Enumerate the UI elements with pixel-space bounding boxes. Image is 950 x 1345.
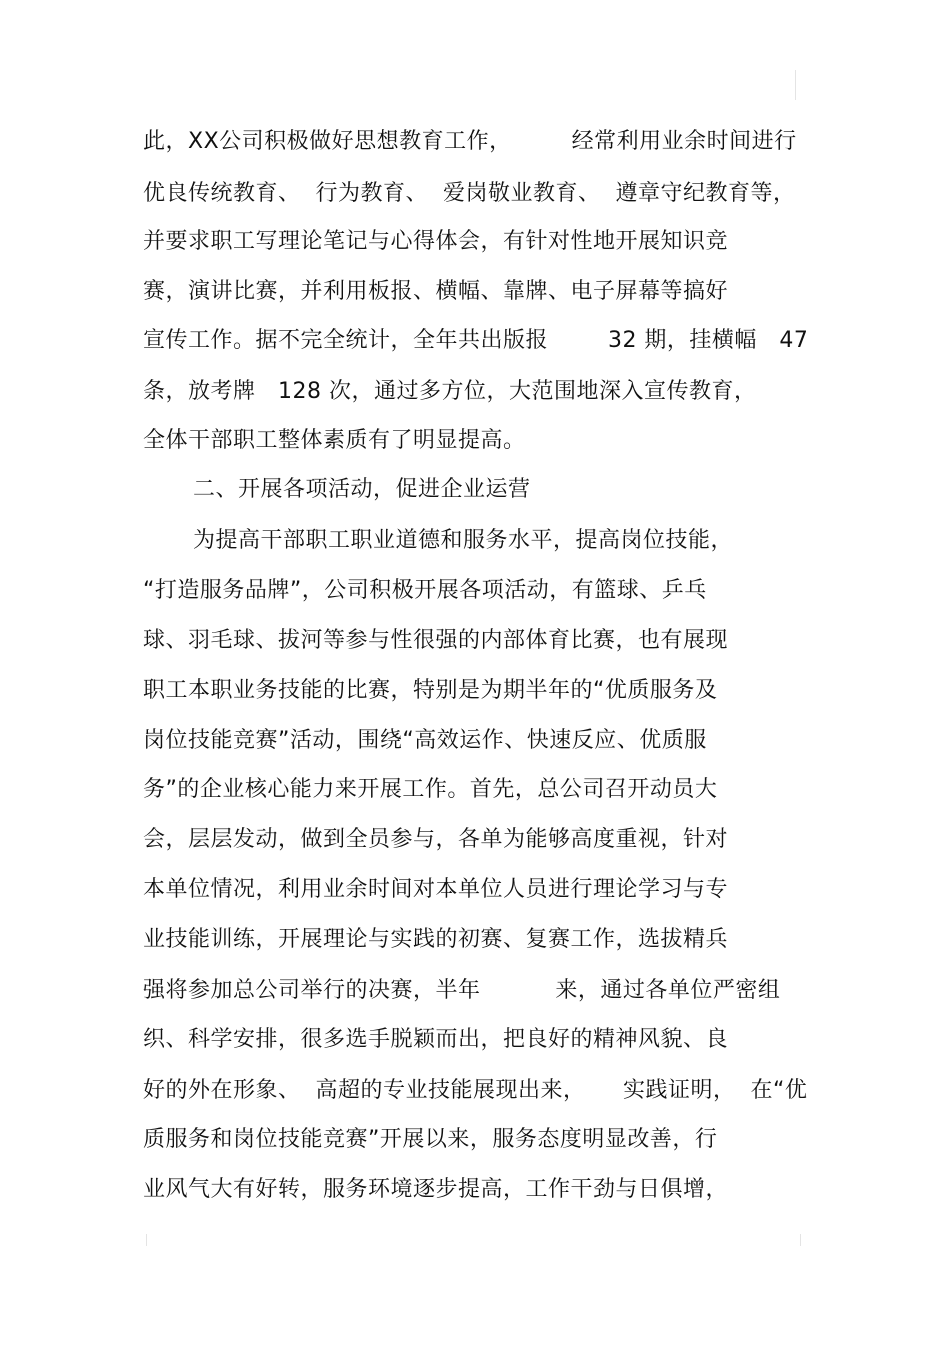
- text-line: 岗位技能竞赛”活动，围绕“高效运作、快速反应、优质服: [143, 728, 707, 753]
- text-line: 织、科学安排，很多选手脱颖而出，把良好的精神风貌、良: [143, 1027, 729, 1052]
- text-line: 为提高干部职工职业道德和服务水平，提高岗位技能，: [193, 528, 734, 553]
- text-line: 宣传工作。据不完全统计，全年共出版报 32 期，挂横幅 47: [143, 328, 809, 353]
- text-line: 职工本职业务技能的比赛，特别是为期半年的“优质服务及: [143, 678, 718, 703]
- text-line: “打造服务品牌”，公司积极开展各项活动，有篮球、乒乓: [143, 578, 707, 603]
- section-heading: 二、开展各项活动，促进企业运营: [193, 477, 531, 502]
- text-line: 全体干部职工整体素质有了明显提高。: [143, 428, 526, 453]
- text-line: 业风气大有好转，服务环境逐步提高，工作干劲与日俱增，: [143, 1177, 729, 1202]
- text-line: 质服务和岗位技能竞赛”开展以来，服务态度明显改善，行: [143, 1127, 718, 1152]
- text-line: 强将参加总公司举行的决赛，半年 来，通过各单位严密组: [143, 978, 781, 1003]
- text-line: 球、羽毛球、拔河等参与性很强的内部体育比赛，也有展现: [143, 628, 729, 653]
- scan-mark-bottom-left: [146, 1234, 147, 1246]
- text-line: 条，放考牌 128 次，通过多方位，大范围地深入宣传教育，: [143, 379, 757, 404]
- text-line: 务”的企业核心能力来开展工作。首先，总公司召开动员大: [143, 777, 718, 802]
- scan-mark-top-right: [795, 70, 796, 100]
- text-line: 赛，演讲比赛，并利用板报、横幅、靠牌、电子屏幕等搞好: [143, 279, 729, 304]
- text-line: 优良传统教育、 行为教育、 爱岗敬业教育、 遵章守纪教育等，: [143, 181, 796, 206]
- text-line: 业技能训练，开展理论与实践的初赛、复赛工作，选拔精兵: [143, 927, 729, 952]
- text-line: 会，层层发动，做到全员参与，各单为能够高度重视，针对: [143, 827, 729, 852]
- text-line: 好的外在形象、 高超的专业技能展现出来， 实践证明， 在“优: [143, 1078, 808, 1103]
- scan-mark-bottom-right: [800, 1234, 801, 1246]
- text-line: 并要求职工写理论笔记与心得体会，有针对性地开展知识竞: [143, 229, 729, 254]
- text-line: 本单位情况，利用业余时间对本单位人员进行理论学习与专: [143, 877, 729, 902]
- text-line: 此，XX公司积极做好思想教育工作， 经常利用业余时间进行: [143, 129, 797, 154]
